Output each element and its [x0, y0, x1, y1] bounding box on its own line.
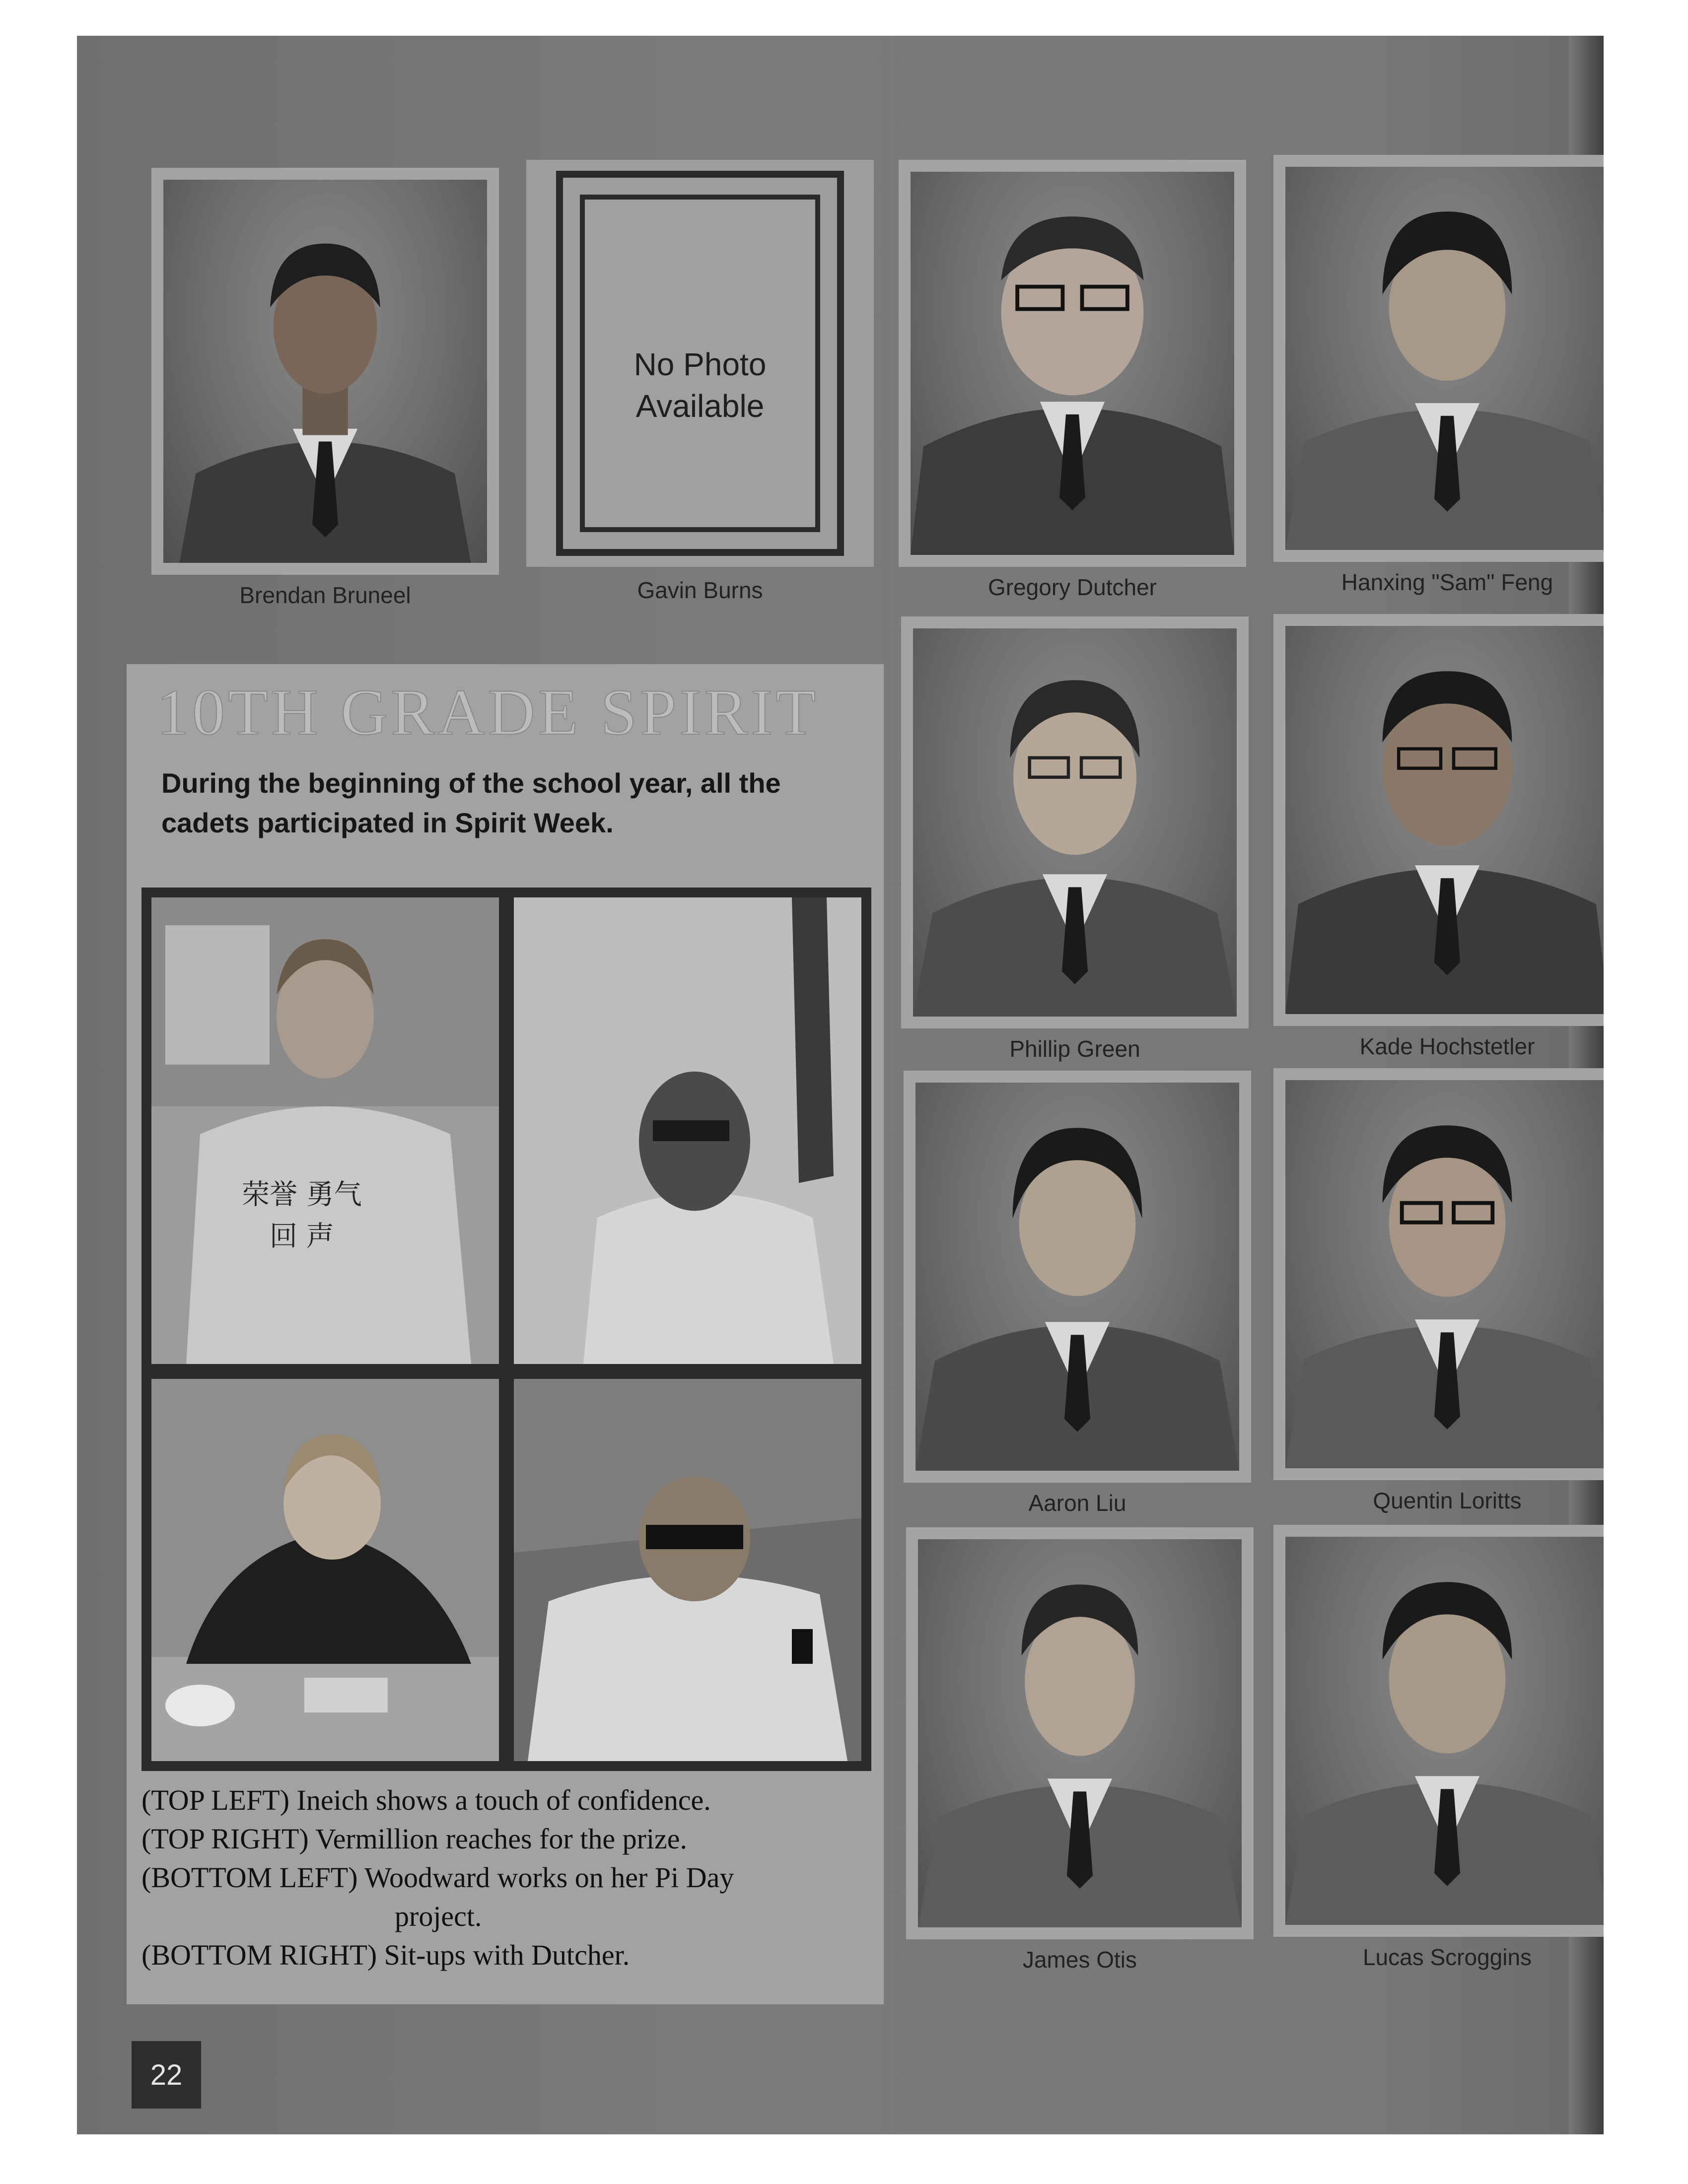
cadet-portrait-image: [1285, 1537, 1604, 1925]
portrait-photo: [911, 172, 1234, 555]
cadet-portrait-image: [911, 172, 1234, 555]
portrait-frame: [901, 616, 1249, 1028]
cadet-portrait-image: [1285, 1080, 1604, 1468]
placeholder-inner-border: [580, 195, 820, 532]
portrait-frame: [1273, 155, 1604, 562]
portrait-name: James Otis: [1022, 1947, 1137, 1973]
placeholder-outer-border: [556, 171, 844, 556]
student-tshirt-image: [151, 897, 499, 1364]
caption-top-right: (TOP RIGHT) Vermillion reaches for the prize.: [141, 1823, 687, 1855]
caption-bottom-left: (BOTTOM LEFT) Woodward works on her Pi Day: [141, 1861, 734, 1894]
portrait-name: Quentin Loritts: [1373, 1488, 1522, 1513]
portrait-frame: [906, 1527, 1254, 1939]
portrait-frame: [904, 1071, 1251, 1483]
cadet-portrait-image: [913, 628, 1237, 1017]
portrait-photo: [1285, 1080, 1604, 1468]
portrait-photo: [915, 1083, 1239, 1471]
spirit-week-panel: [127, 664, 884, 2004]
collage-photo-bottom-right: [514, 1379, 861, 1761]
photo-captions: [141, 1781, 856, 1975]
collage-photo-top-right: [514, 897, 861, 1364]
cadet-portrait-image: [163, 180, 487, 563]
section-title: 10TH GRADE SPIRIT: [156, 676, 819, 749]
portrait-frame: [899, 160, 1246, 567]
portrait-frame: [1273, 614, 1604, 1026]
svg-text:荣誉 勇气: 荣誉 勇气: [242, 1178, 362, 1211]
collage-photo-top-left: [151, 897, 499, 1364]
portrait-photo: [1285, 167, 1604, 550]
portrait-frame: [1273, 1068, 1604, 1480]
collage-photo-bottom-left: [151, 1379, 499, 1761]
cadet-portrait-image: [915, 1083, 1239, 1471]
caption-top-left: (TOP LEFT) Ineich shows a touch of confidence.: [141, 1784, 711, 1816]
portrait-photo: [1285, 1537, 1604, 1925]
portrait-name: Hanxing "Sam" Feng: [1341, 569, 1553, 595]
page-number: 22: [132, 2041, 201, 2109]
yearbook-page: [77, 36, 1604, 2134]
photo-collage: [141, 887, 871, 1771]
portrait-name: Brendan Bruneel: [239, 582, 411, 608]
portrait-name: Phillip Green: [1009, 1036, 1140, 1062]
portrait-photo: [918, 1539, 1242, 1927]
portrait-photo: [1285, 626, 1604, 1014]
portrait-name: Kade Hochstetler: [1359, 1033, 1535, 1059]
cadet-portrait-image: [918, 1539, 1242, 1927]
portrait-frame: [1273, 1525, 1604, 1937]
section-lead-text: During the beginning of the school year, all the cadets participated in Spirit Week.: [161, 767, 781, 838]
student-situps-image: [514, 1379, 861, 1761]
caption-bottom-right: (BOTTOM RIGHT) Sit-ups with Dutcher.: [141, 1939, 630, 1971]
no-photo-text: [585, 343, 815, 427]
caption-bottom-left-continued: project.: [395, 1900, 482, 1932]
portrait-photo: [913, 628, 1237, 1017]
no-photo-line-2: Available: [635, 388, 765, 424]
portrait-photo: [163, 180, 487, 563]
portrait-name: Gregory Dutcher: [987, 574, 1157, 600]
no-photo-placeholder: [526, 160, 874, 567]
cadet-portrait-image: [1285, 626, 1604, 1014]
no-photo-line-1: No Photo: [633, 346, 767, 382]
portrait-name: Gavin Burns: [637, 577, 763, 603]
student-pi-day-image: [151, 1379, 499, 1761]
cadet-portrait-image: [1285, 167, 1604, 550]
portrait-name: Lucas Scroggins: [1362, 1944, 1532, 1970]
portrait-name: Aaron Liu: [1028, 1490, 1126, 1516]
svg-text:回 声: 回 声: [270, 1220, 334, 1253]
portrait-frame: [151, 168, 499, 575]
student-reaching-image: [514, 897, 861, 1364]
